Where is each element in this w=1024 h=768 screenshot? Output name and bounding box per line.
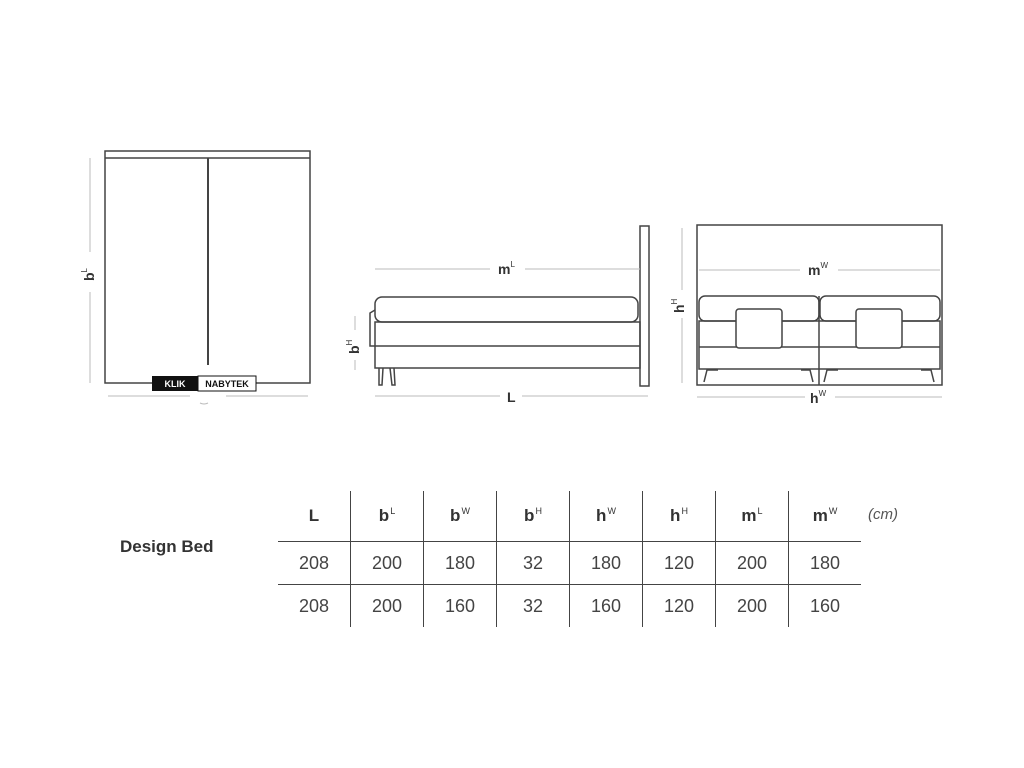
column-header bbox=[643, 491, 716, 542]
front-view-pillow-right bbox=[856, 309, 902, 348]
column-header-label: L bbox=[308, 506, 320, 525]
column-header bbox=[570, 491, 643, 542]
column-header bbox=[789, 491, 862, 542]
table-cell: 160 bbox=[570, 585, 643, 628]
column-header bbox=[424, 491, 497, 542]
product-name: Design Bed bbox=[120, 537, 214, 556]
column-header-superscript: H bbox=[681, 506, 688, 516]
table-cell: 200 bbox=[716, 542, 789, 585]
column-header-superscript: W bbox=[828, 506, 838, 516]
side-view-dimensions bbox=[355, 269, 648, 396]
table-cell: 32 bbox=[497, 585, 570, 628]
table-row bbox=[278, 585, 861, 628]
column-header bbox=[278, 491, 351, 542]
front-view-pillow-left bbox=[736, 309, 782, 348]
column-header-label: h bbox=[670, 506, 681, 525]
column-header-label: h bbox=[596, 506, 607, 525]
column-header-superscript: L bbox=[757, 506, 763, 516]
front-view-dimensions bbox=[682, 228, 942, 397]
front-view-drawing bbox=[697, 225, 942, 385]
top-view-dimensions bbox=[90, 158, 308, 396]
front-view-top-dim-label: $m^W$ bbox=[808, 261, 829, 278]
table-cell: 208 bbox=[278, 542, 351, 585]
front-view-height-dim-label: $h^H$ bbox=[670, 298, 687, 313]
column-header-label: b bbox=[524, 506, 535, 525]
table-cell: 120 bbox=[643, 542, 716, 585]
table-cell: 160 bbox=[424, 585, 497, 628]
column-header-label: m bbox=[741, 506, 757, 525]
table-cell: 208 bbox=[278, 585, 351, 628]
svg-text:KLIK: KLIK bbox=[164, 379, 186, 389]
side-view-headboard bbox=[640, 226, 649, 386]
column-header-superscript: W bbox=[607, 506, 616, 516]
front-view-leg-2 bbox=[801, 370, 813, 382]
top-view-dim-label: $b^L$ bbox=[80, 267, 97, 281]
klik-nabytek-logo bbox=[152, 376, 256, 391]
unit-label: (cm) bbox=[868, 506, 898, 523]
table-cell: 180 bbox=[424, 542, 497, 585]
front-view-leg-1 bbox=[704, 370, 718, 382]
table-cell: 200 bbox=[351, 542, 424, 585]
front-view-leg-4 bbox=[921, 370, 934, 382]
table-cell: 160 bbox=[789, 585, 862, 628]
top-view-drawing bbox=[105, 151, 310, 383]
table-body bbox=[278, 542, 861, 628]
dimensions-table bbox=[278, 491, 861, 627]
column-header-superscript: H bbox=[535, 506, 542, 516]
column-header-superscript: W bbox=[461, 506, 470, 516]
table-row bbox=[278, 542, 861, 585]
side-view-base bbox=[375, 322, 640, 368]
side-view-mattress bbox=[375, 297, 638, 322]
column-header-superscript: L bbox=[390, 506, 396, 516]
column-header-label: b bbox=[378, 506, 390, 525]
table-cell: 200 bbox=[716, 585, 789, 628]
column-header-label: b bbox=[450, 506, 461, 525]
front-view-bottom-dim-label: $h^W$ bbox=[810, 389, 827, 406]
column-header bbox=[716, 491, 789, 542]
side-view-height-dim-label: $b^H$ bbox=[345, 339, 362, 354]
column-header bbox=[351, 491, 424, 542]
top-view-bottom-dim-mark bbox=[200, 403, 208, 404]
table-cell: 180 bbox=[570, 542, 643, 585]
side-view-leg-left bbox=[379, 368, 383, 385]
table-cell: 200 bbox=[351, 585, 424, 628]
side-view-leg-right bbox=[390, 368, 395, 385]
table-cell: 32 bbox=[497, 542, 570, 585]
side-view-top-dim-label: $m^L$ bbox=[498, 260, 515, 277]
front-view-leg-3 bbox=[824, 370, 838, 382]
side-view-bottom-dim-label: L bbox=[507, 389, 516, 405]
side-view-drawing bbox=[370, 226, 649, 386]
column-header bbox=[497, 491, 570, 542]
column-header-label: m bbox=[812, 506, 828, 525]
table-cell: 120 bbox=[643, 585, 716, 628]
table-header-row bbox=[278, 491, 861, 542]
svg-text:NABYTEK: NABYTEK bbox=[205, 379, 249, 389]
table-cell: 180 bbox=[789, 542, 862, 585]
